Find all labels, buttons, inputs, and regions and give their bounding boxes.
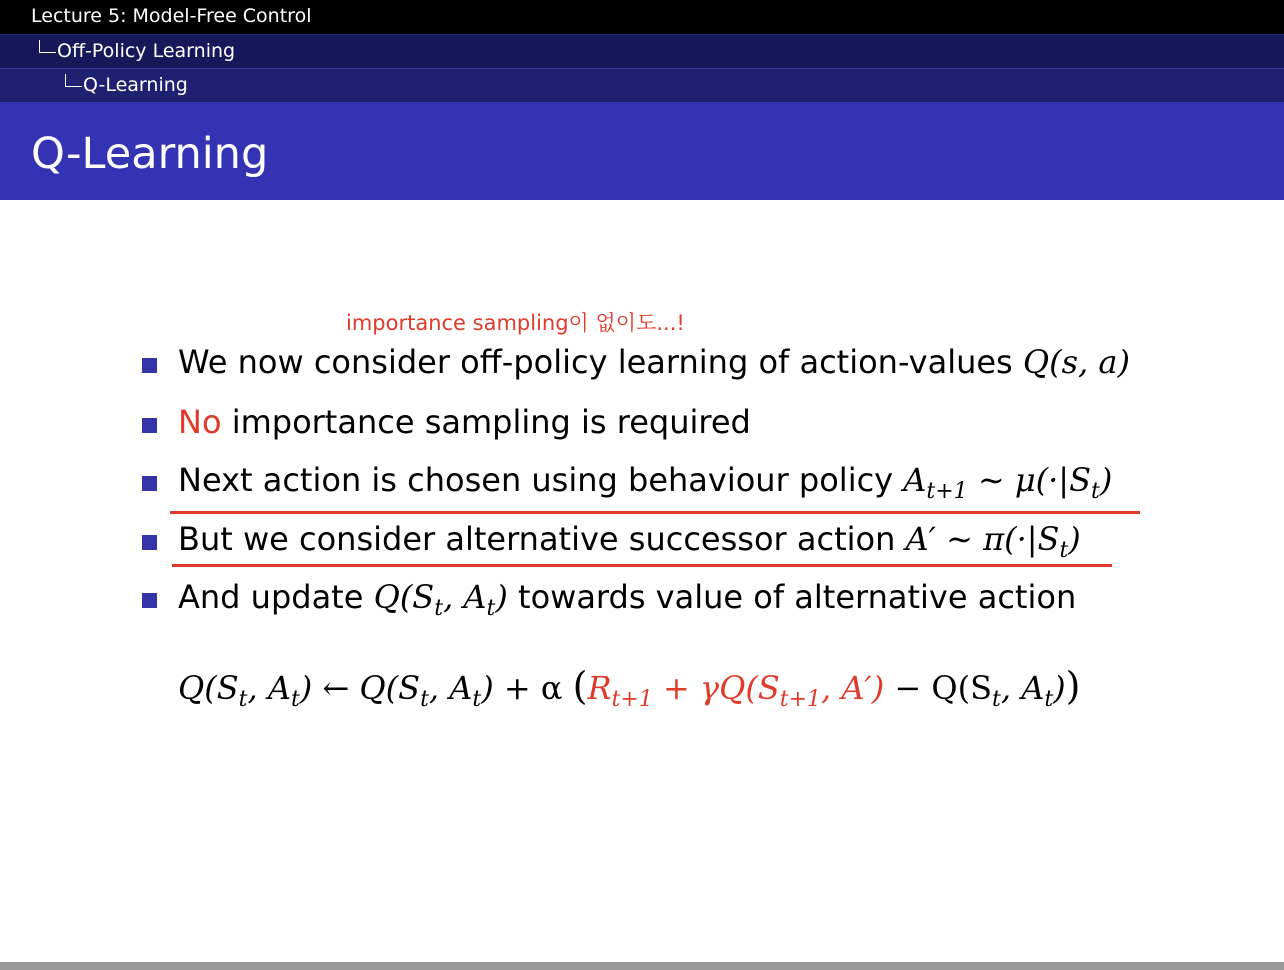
bullet-square-icon xyxy=(142,476,157,491)
bottom-bar xyxy=(0,962,1284,970)
bullet-square-icon xyxy=(142,535,157,550)
handwritten-annotation: importance sampling이 없이도...! xyxy=(346,311,685,335)
tree-branch-icon xyxy=(37,40,57,60)
header-section xyxy=(0,34,1284,68)
header-lecture xyxy=(0,0,1284,34)
q-learning-update-formula: $Q(S_t$, $A_t$) ← $Q(S_t$, $A_t) + \alpha$ ($R_{t+1} + \gamma Q(S_{t+1}$, $A') - Q(S_t$, $A_t$)) xyxy=(178,664,1081,712)
header-section-label: Off-Policy Learning xyxy=(57,40,236,62)
bullet-text: But we consider alternative successor action A′ ∼ $\pi(\cdot|S_t)$ xyxy=(178,520,1081,563)
bullet-text: We now consider off-policy learning of action-values Q(s, a) xyxy=(178,343,1130,381)
tree-branch-icon xyxy=(63,74,83,94)
title-bar xyxy=(0,102,1284,200)
bullet-square-icon xyxy=(142,358,157,373)
slide-title: Q-Learning xyxy=(31,129,269,179)
header-lecture-label: Lecture 5: Model-Free Control xyxy=(31,5,312,27)
header-subsection-label: Q-Learning xyxy=(83,74,188,96)
bullet-text: Next action is chosen using behaviour policy $A_{t+1}$ ∼ $\mu(\cdot|S_t)$ xyxy=(178,461,1113,504)
bullet-text: No importance sampling is required xyxy=(178,403,751,441)
bullet-square-icon xyxy=(142,418,157,433)
header-subsection xyxy=(0,68,1284,102)
bullet-text: And update $Q(S_t$, $A_t$) towards value of alternative action xyxy=(178,578,1077,621)
red-underline-mark xyxy=(170,511,1140,514)
red-underline-mark xyxy=(172,564,1112,567)
bullet-square-icon xyxy=(142,593,157,608)
